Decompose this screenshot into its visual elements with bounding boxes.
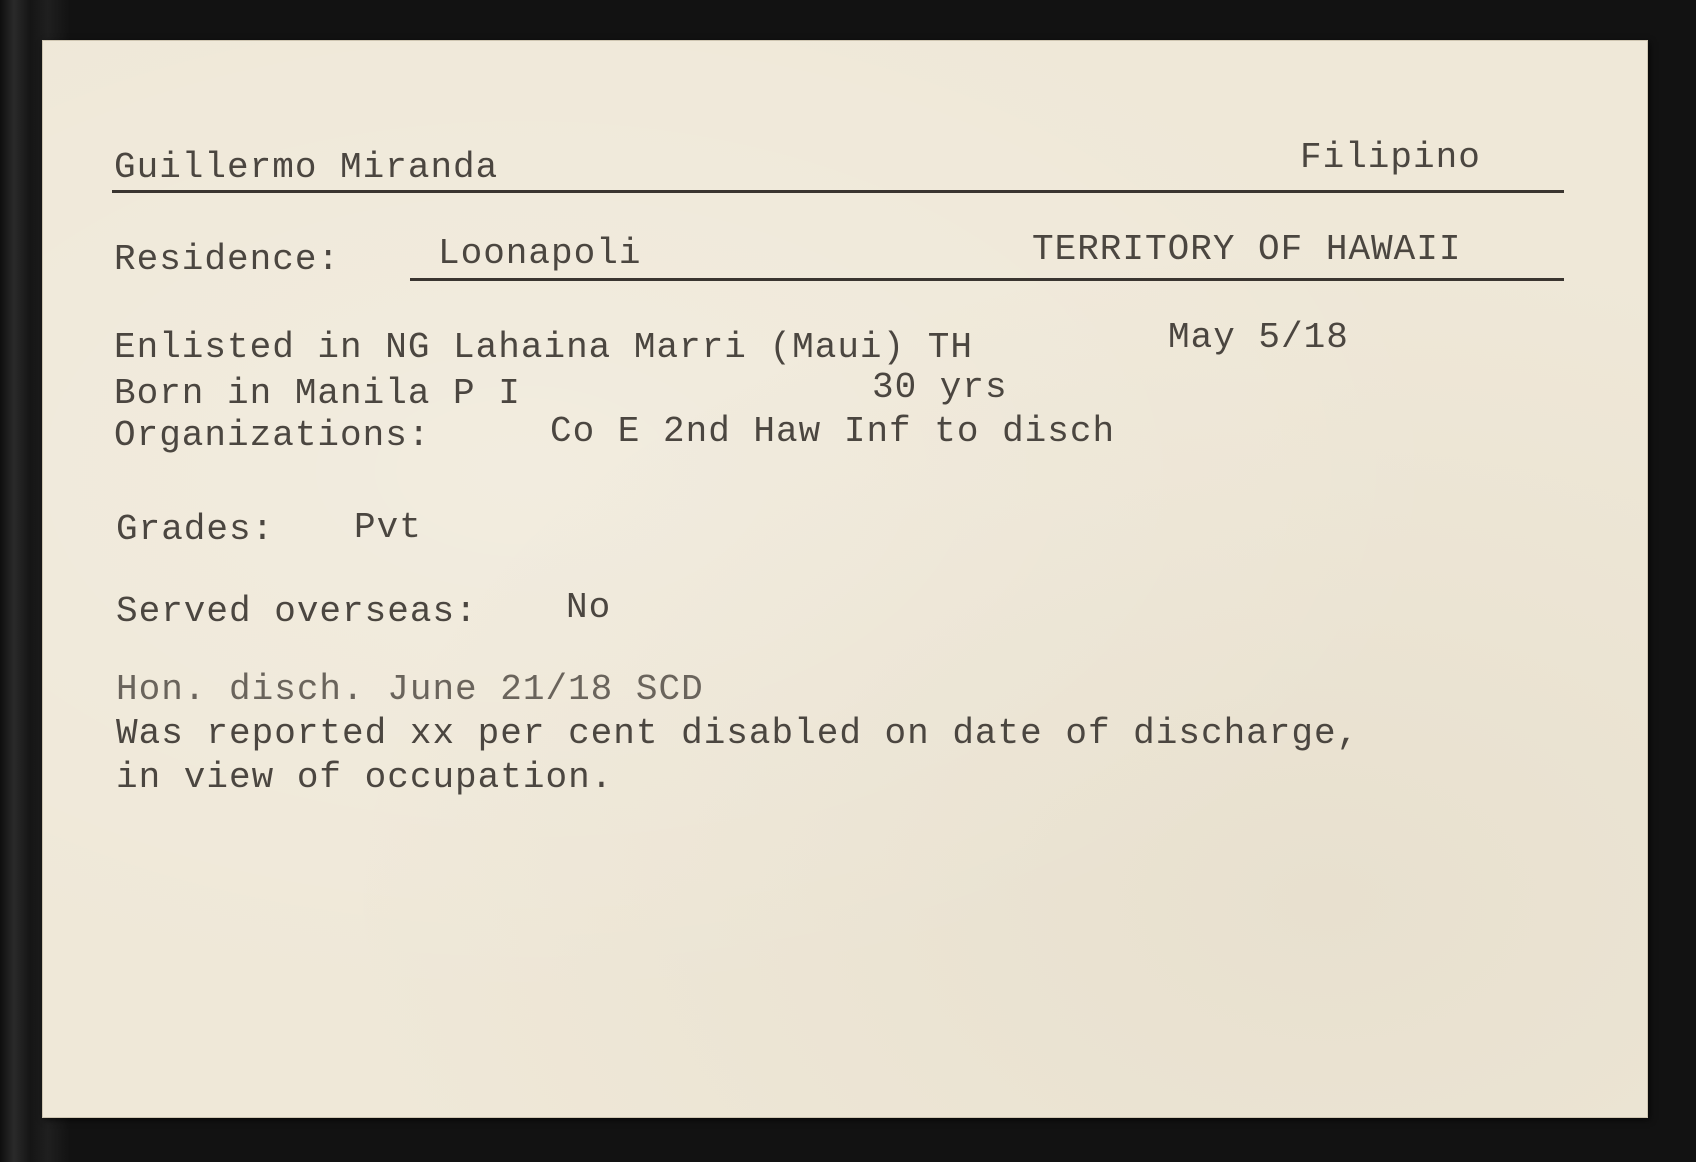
served-overseas-label: Served overseas: [116,591,478,632]
enlisted-info: Enlisted in NG Lahaina Marri (Maui) TH [114,327,973,368]
age: 30 yrs [872,367,1008,408]
residence-underline [410,278,1564,281]
soldier-name: Guillermo Miranda [114,147,499,188]
enlisted-date: May 5/18 [1168,317,1349,358]
grades-value: Pvt [354,507,422,548]
disability-line-1: Was reported xx per cent disabled on date of discharge, [116,713,1360,754]
territory: TERRITORY OF HAWAII [1032,229,1462,270]
served-overseas-value: No [566,587,612,628]
name-underline [112,190,1564,193]
service-record-card [42,40,1648,1118]
organizations-label: Organizations: [114,415,431,456]
grades-label: Grades: [116,509,275,550]
residence-label: Residence: [114,239,341,280]
disability-line-2: in view of occupation. [116,757,614,798]
birthplace: Born in Manila P I [114,373,521,414]
organizations-value: Co E 2nd Haw Inf to disch [550,411,1116,452]
residence-value: Loonapoli [438,233,642,274]
nationality: Filipino [1300,137,1481,178]
discharge-info: Hon. disch. June 21/18 SCD [116,669,704,710]
